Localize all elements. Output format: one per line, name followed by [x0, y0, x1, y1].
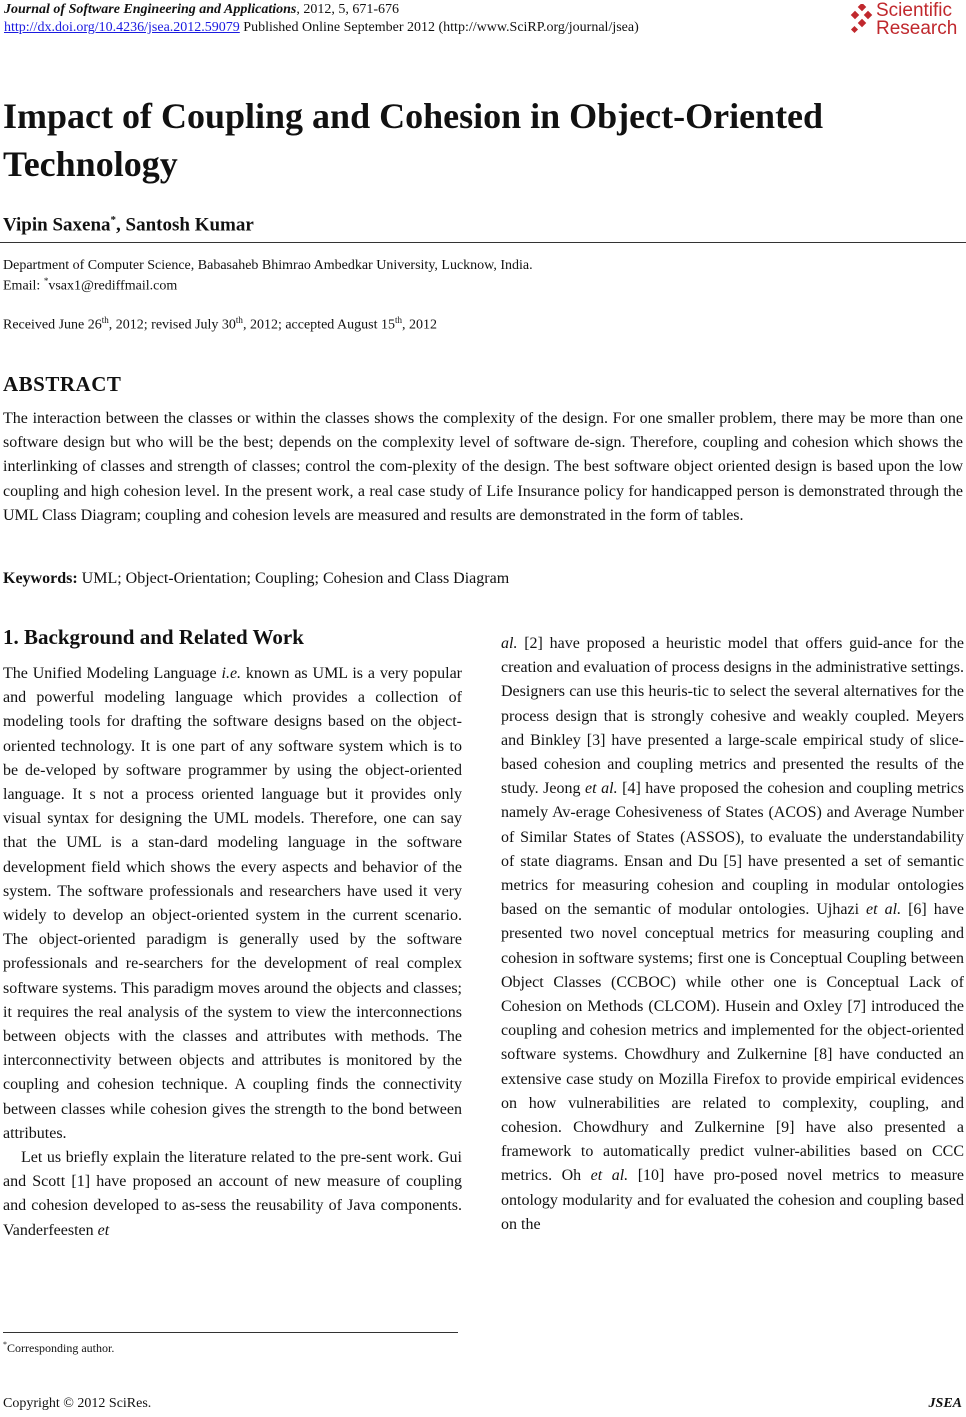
footnote-divider [3, 1332, 458, 1333]
logo-line-1: Scientific [876, 0, 953, 21]
footnote-mark: * [3, 1340, 7, 1349]
italic-run: et al. [590, 1167, 629, 1185]
footnote [3, 1340, 114, 1356]
email-address: vsax1@rediffmail.com [48, 278, 178, 294]
paragraph [3, 1146, 462, 1243]
abstract-heading: ABSTRACT [3, 372, 122, 396]
paper-title: Impact of Coupling and Cohesion in Object-Oriented Technology [3, 96, 824, 184]
text-run: known as UML is a very popular and powerful modeling language which provides a collection of modeling tools for drafting the software designs based on the object-oriented technology. It is one part of any software system which is to be de-veloped by software programmer by using the object-oriented language. It s not a process oriented language but it provides only visual syntax for designing the UML models. Therefore, one can say that the UML is a stan-dard modeling language in the software development field which shows the every aspects and behavior of the system. The software professionals and researchers have used it very widely to develop an object-oriented system in the current scenario. The object-oriented paradigm is generally used by the software professionals and re-searchers for the development of real complex software systems. This paradigm moves around the objects and classes; it requires the real analysis of the system to view the interconnections between objects with the classes and attributes with methods. The interconnectivity between objects and attributes is monitored by the coupling and cohesion technique. A coupling finds the connectivity between classes while cohesion gives the strength to the bond between attributes. [3, 665, 463, 1142]
italic-run: et [97, 1221, 110, 1239]
email-mark: * [43, 276, 49, 286]
paragraph [501, 632, 964, 1237]
received-date: Received June 26 [3, 317, 102, 333]
divider [0, 242, 966, 243]
author-mark: * [110, 214, 117, 226]
section-heading: 1. Background and Related Work [3, 625, 304, 649]
italic-run: al. [501, 635, 518, 652]
text-run: Let us briefly explain the literature related to the pre-sent work. Gui and Scott [1] have proposed an account of new measure of coupling and cohesion developed to as-sess the reusability of Java components. Vanderfeesten [3, 1149, 462, 1239]
author-first: Vipin Saxena [3, 214, 111, 236]
journal-header [4, 2, 399, 18]
italic-run: et al. [866, 901, 902, 919]
italic-run: i.e. [221, 665, 242, 682]
published-info: Published Online September 2012 (http://www.SciRP.org/journal/jsea) [239, 20, 639, 35]
keywords-label: Keywords: [3, 570, 78, 587]
email-prefix: Email: [3, 278, 44, 294]
ordinal-suffix: th [235, 315, 243, 325]
right-column [501, 632, 964, 1237]
affiliation: Department of Computer Science, Babasaheb Bhimrao Ambedkar University, Lucknow, India. [3, 258, 533, 273]
text-run: [6] have presented two novel conceptual metrics for measuring coupling and cohesion in software systems; first one is Conceptual Coupling between Object Classes (CCBOC) while other one is Conceptual Lack of Cohesion on Methods (CLCOM). Husein and Oxley [7] introduced the coupling and cohesion metrics and implemented for the object-oriented software systems. Chowdhury and Zulkernine [8] have conducted an extensive case study on Mozilla Firefox to provide empirical evidences on how vulnerabilities are related to complexity, coupling, and cohesion. Chowdhury and Zulkernine [9] have also presented a framework to automatically predict vulner-abilities based on CCC metrics. Oh [501, 901, 964, 1185]
ordinal-suffix: th [394, 315, 402, 325]
logo-diamonds-icon [850, 4, 876, 36]
doi-line [4, 20, 639, 36]
doi-link[interactable]: http://dx.doi.org/10.4236/jsea.2012.59079 [4, 20, 240, 35]
left-column [3, 662, 462, 1243]
keywords-text: UML; Object-Orientation; Coupling; Cohesion and Class Diagram [77, 570, 510, 587]
email-line [3, 276, 177, 295]
journal-abbreviation: JSEA [928, 1396, 962, 1411]
abstract-text: The interaction between the classes or within the classes shows the complexity of the design. For one smaller problem, there may be more than one software design but who will be the best; depends on the complexity level of software de-sign. Therefore, coupling and cohesion which shows the interlinking of classes and strength of classes; control the com-plexity of the design. The best software object oriented design is based upon the low coupling and high cohesion level. In the present work, a real case study of Life Insurance policy for handicapped person is demonstrated through the UML Class Diagram; coupling and cohesion levels are measured and results are demonstrated in the form of tables. [3, 410, 963, 524]
text-run: [4] have proposed the cohesion and coupling metrics namely Av-erage Cohesiveness of States (ACOS) and Average Number of Similar States of States (ASSOS), to evaluate the understandability of state diagrams. Ensan and Du [5] have presented a set of semantic metrics for measuring cohesion and coupling in modular ontologies based on the semantic of modular ontologies. Ujhazi [501, 780, 964, 919]
authors [3, 214, 254, 236]
text-run: [2] have proposed a heuristic model that offers guid-ance for the creation and evaluation of process designs in the administrative settings. Designers can use this heuris-tic to select the several alternatives for the process design that is strongly cohesive and weakly coupled. Meyers and Binkley [3] have presented a large-scale empirical study of slice-based cohesion and coupling metrics and presented the results of the study. Jeong [501, 635, 964, 798]
received-line [3, 315, 437, 334]
keywords [3, 570, 509, 588]
revised-date: , 2012; revised July 30 [108, 317, 236, 333]
ordinal-suffix: th [101, 315, 109, 325]
year: , 2012 [401, 317, 437, 333]
italic-run: et al. [585, 780, 618, 798]
journal-volume: , 2012, 5, 671-676 [296, 2, 400, 17]
copyright: Copyright © 2012 SciRes. [3, 1396, 152, 1411]
text-run: The Unified Modeling Language [3, 665, 222, 682]
text-run: [10] have pro-posed novel metrics to measure ontology modularity and for evaluated the cohesion and coupling based on the [501, 1167, 964, 1233]
logo-text [876, 2, 957, 38]
author-rest: , Santosh Kumar [116, 214, 254, 236]
journal-name: Journal of Software Engineering and Applications [4, 2, 297, 17]
accepted-date: , 2012; accepted August 15 [242, 317, 395, 333]
scientific-research-logo [850, 0, 966, 44]
logo-line-2: Research [876, 18, 958, 39]
paragraph [3, 662, 462, 1146]
footnote-text: Corresponding author. [7, 1341, 115, 1355]
